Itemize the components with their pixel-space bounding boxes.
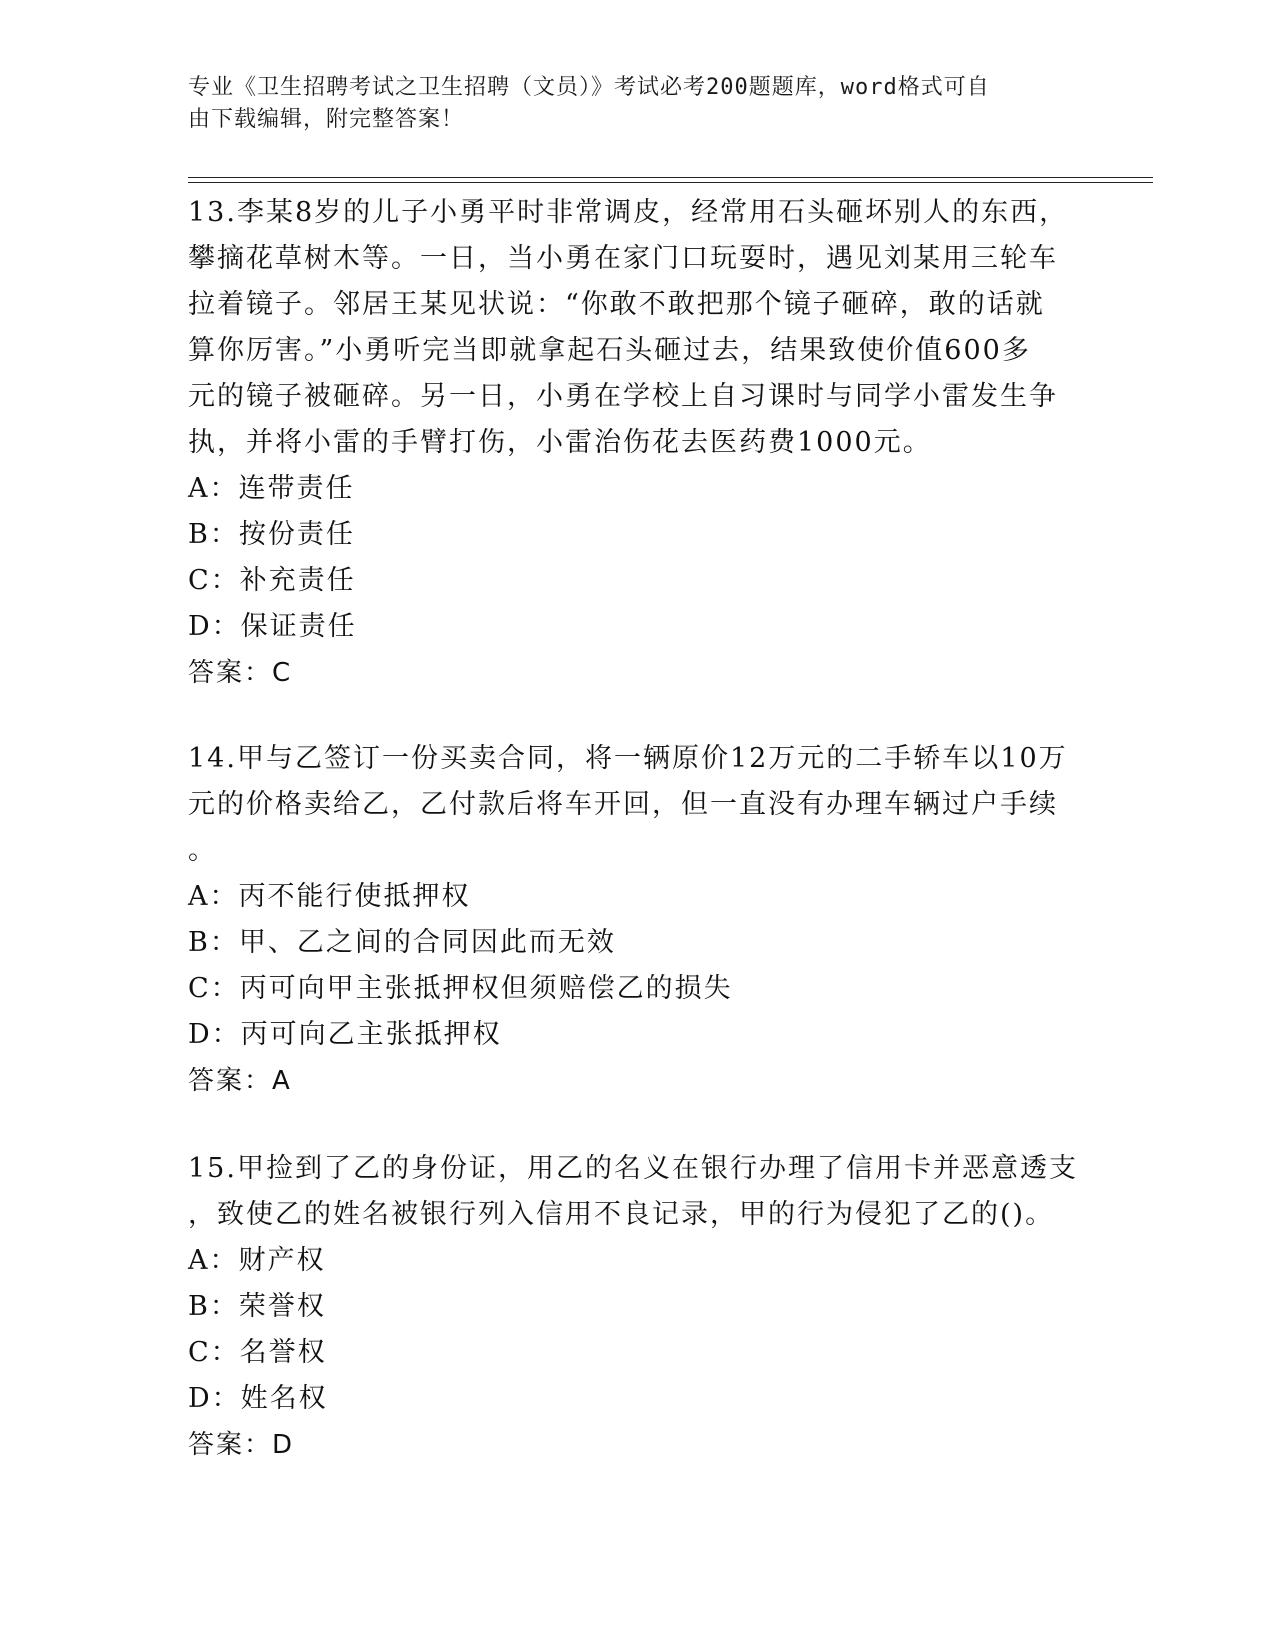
answer-line: 答案：C bbox=[188, 658, 293, 688]
option-b: B：荣誉权 bbox=[188, 1291, 326, 1322]
option-a: A：连带责任 bbox=[188, 473, 355, 504]
option-b: B：甲、乙之间的合同因此而无效 bbox=[188, 927, 616, 958]
question-text-line: 算你厉害。”小勇听完当即就拿起石头砸过去，结果致使价值600多 bbox=[188, 335, 1031, 366]
question-text-line: 攀摘花草树木等。一日，当小勇在家门口玩耍时，遇见刘某用三轮车 bbox=[188, 243, 1058, 274]
question-13 bbox=[188, 190, 1068, 696]
header-divider-top bbox=[188, 177, 1153, 178]
option-a: A：丙不能行使抵押权 bbox=[188, 881, 471, 912]
question-text-line: 。 bbox=[188, 835, 217, 866]
question-text-line: 执，并将小雷的手臂打伤，小雷治伤花去医药费1000元。 bbox=[188, 427, 932, 458]
option-d: D：姓名权 bbox=[188, 1383, 328, 1414]
question-text-line: 15.甲捡到了乙的身份证，用乙的名义在银行办理了信用卡并恶意透支 bbox=[188, 1153, 1078, 1184]
document-header bbox=[188, 72, 1068, 136]
question-text-line: 元的价格卖给乙，乙付款后将车开回，但一直没有办理车辆过户手续 bbox=[188, 789, 1058, 820]
option-d: D：丙可向乙主张抵押权 bbox=[188, 1019, 502, 1050]
question-text-line: 14.甲与乙签订一份买卖合同，将一辆原价12万元的二手轿车以10万 bbox=[188, 743, 1068, 774]
answer-line: 答案：A bbox=[188, 1066, 292, 1096]
option-d: D：保证责任 bbox=[188, 611, 357, 642]
question-15 bbox=[188, 1146, 1078, 1468]
option-c: C：名誉权 bbox=[188, 1337, 327, 1368]
option-a: A：财产权 bbox=[188, 1245, 326, 1276]
question-text-line: ，致使乙的姓名被银行列入信用不良记录，甲的行为侵犯了乙的()。 bbox=[188, 1199, 1055, 1230]
question-14 bbox=[188, 736, 1068, 1104]
header-line-2: 由下载编辑，附完整答案！ bbox=[188, 107, 465, 132]
option-b: B：按份责任 bbox=[188, 519, 355, 550]
question-text-line: 拉着镜子。邻居王某见状说：“你敢不敢把那个镜子砸碎，敢的话就 bbox=[188, 289, 1045, 320]
option-c: C：补充责任 bbox=[188, 565, 356, 596]
answer-line: 答案：D bbox=[188, 1430, 295, 1460]
header-divider-bottom bbox=[188, 182, 1153, 183]
option-c: C：丙可向甲主张抵押权但须赔偿乙的损失 bbox=[188, 973, 733, 1004]
question-text-line: 13.李某8岁的儿子小勇平时非常调皮，经常用石头砸坏别人的东西， bbox=[188, 197, 1069, 228]
header-line-1: 专业《卫生招聘考试之卫生招聘（文员）》考试必考200题题库，word格式可自 bbox=[188, 75, 990, 100]
question-text-line: 元的镜子被砸碎。另一日，小勇在学校上自习课时与同学小雷发生争 bbox=[188, 381, 1058, 412]
